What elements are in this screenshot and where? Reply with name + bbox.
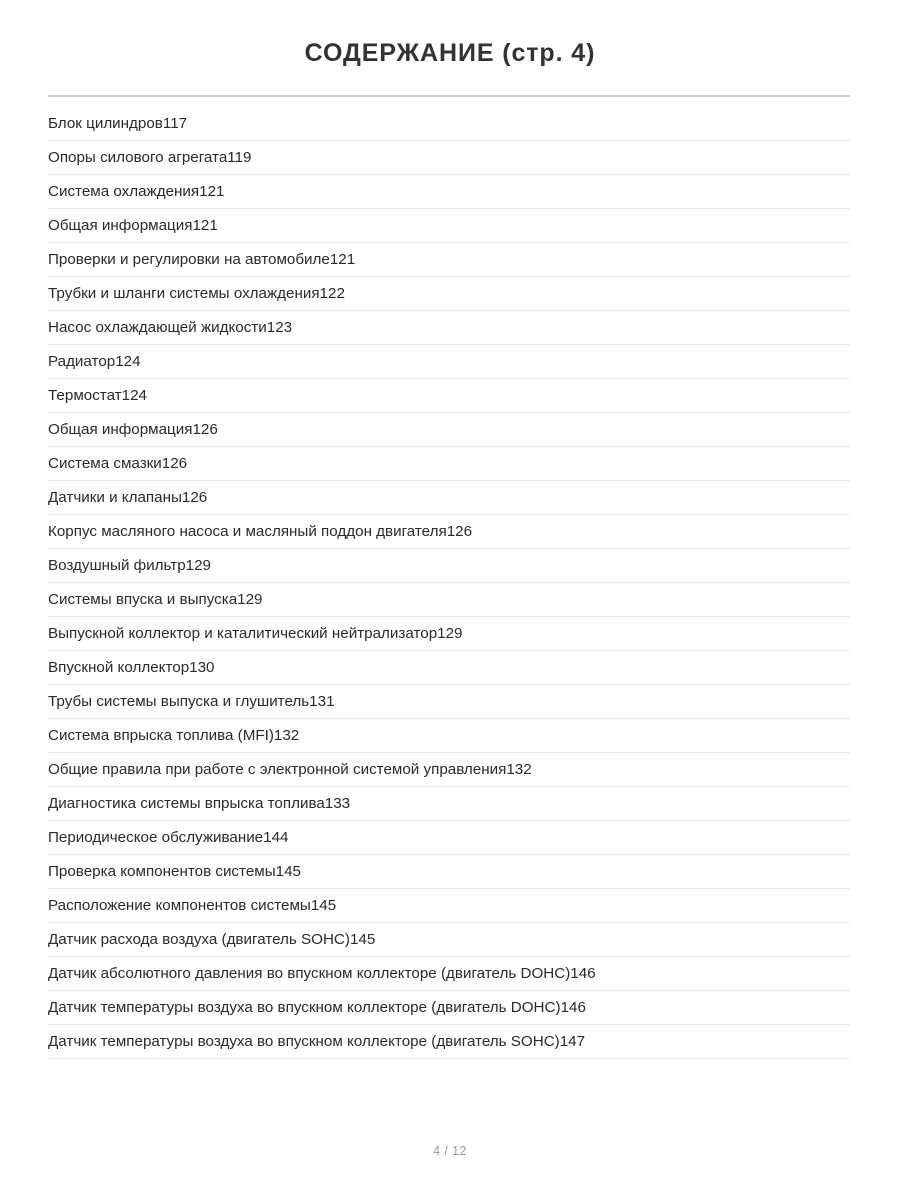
table-of-contents-list [0, 107, 900, 1059]
toc-entry[interactable] [48, 243, 850, 277]
toc-entry[interactable] [48, 651, 850, 685]
toc-entry[interactable] [48, 175, 850, 209]
toc-entry[interactable] [48, 617, 850, 651]
toc-entry[interactable] [48, 209, 850, 243]
toc-entry-label: Насос охлаждающей жидкости123 [48, 318, 293, 336]
toc-entry-label: Впускной коллектор130 [48, 658, 215, 676]
toc-entry[interactable] [48, 1025, 850, 1059]
toc-entry-label: Общая информация121 [48, 216, 218, 234]
title-divider [48, 95, 850, 97]
toc-entry-label: Расположение компонентов системы145 [48, 896, 337, 914]
toc-entry[interactable] [48, 413, 850, 447]
toc-entry-label: Датчики и клапаны126 [48, 488, 208, 506]
toc-entry-label: Датчик расхода воздуха (двигатель SOHC)145 [48, 930, 376, 948]
toc-entry-label: Воздушный фильтр129 [48, 556, 211, 574]
toc-entry-label: Датчик температуры воздуха во впускном коллекторе (двигатель SOHC)147 [48, 1032, 586, 1050]
toc-entry-label: Проверка компонентов системы145 [48, 862, 301, 880]
toc-entry[interactable] [48, 107, 850, 141]
toc-entry[interactable] [48, 855, 850, 889]
toc-entry-label: Общие правила при работе с электронной системой управления132 [48, 760, 532, 778]
toc-entry[interactable] [48, 923, 850, 957]
toc-entry-label: Проверки и регулировки на автомобиле121 [48, 250, 356, 268]
toc-entry[interactable] [48, 821, 850, 855]
toc-entry[interactable] [48, 685, 850, 719]
toc-entry[interactable] [48, 787, 850, 821]
toc-entry[interactable] [48, 889, 850, 923]
toc-entry-label: Термостат124 [48, 386, 147, 404]
toc-entry-label: Корпус масляного насоса и масляный поддон двигателя126 [48, 522, 473, 540]
toc-entry-label: Трубки и шланги системы охлаждения122 [48, 284, 345, 302]
toc-entry-label: Система охлаждения121 [48, 182, 225, 200]
toc-entry-label: Диагностика системы впрыска топлива133 [48, 794, 351, 812]
toc-entry-label: Выпускной коллектор и каталитический нейтрализатор129 [48, 624, 463, 642]
toc-entry[interactable] [48, 515, 850, 549]
toc-entry[interactable] [48, 447, 850, 481]
toc-entry-label: Опоры силового агрегата119 [48, 148, 252, 166]
toc-entry-label: Датчик абсолютного давления во впускном коллекторе (двигатель DOHC)146 [48, 964, 596, 982]
toc-entry[interactable] [48, 311, 850, 345]
page-title: СОДЕРЖАНИЕ (стр. 4) [304, 39, 596, 67]
toc-entry[interactable] [48, 277, 850, 311]
toc-entry-label: Блок цилиндров117 [48, 114, 188, 132]
toc-entry-label: Системы впуска и выпуска129 [48, 590, 263, 608]
toc-entry[interactable] [48, 753, 850, 787]
toc-entry[interactable] [48, 549, 850, 583]
toc-entry-label: Радиатор124 [48, 352, 141, 370]
toc-entry[interactable] [48, 481, 850, 515]
toc-entry[interactable] [48, 345, 850, 379]
toc-entry-label: Система впрыска топлива (MFI)132 [48, 726, 300, 744]
toc-entry[interactable] [48, 991, 850, 1025]
toc-entry-label: Датчик температуры воздуха во впускном коллекторе (двигатель DOHC)146 [48, 998, 586, 1016]
toc-entry-label: Система смазки126 [48, 454, 188, 472]
toc-entry-label: Трубы системы выпуска и глушитель131 [48, 692, 335, 710]
toc-entry[interactable] [48, 719, 850, 753]
toc-entry[interactable] [48, 379, 850, 413]
toc-entry[interactable] [48, 141, 850, 175]
toc-entry[interactable] [48, 957, 850, 991]
toc-entry-label: Периодическое обслуживание144 [48, 828, 289, 846]
page-number-footer: 4 / 12 [433, 1144, 467, 1158]
toc-entry-label: Общая информация126 [48, 420, 218, 438]
toc-entry[interactable] [48, 583, 850, 617]
